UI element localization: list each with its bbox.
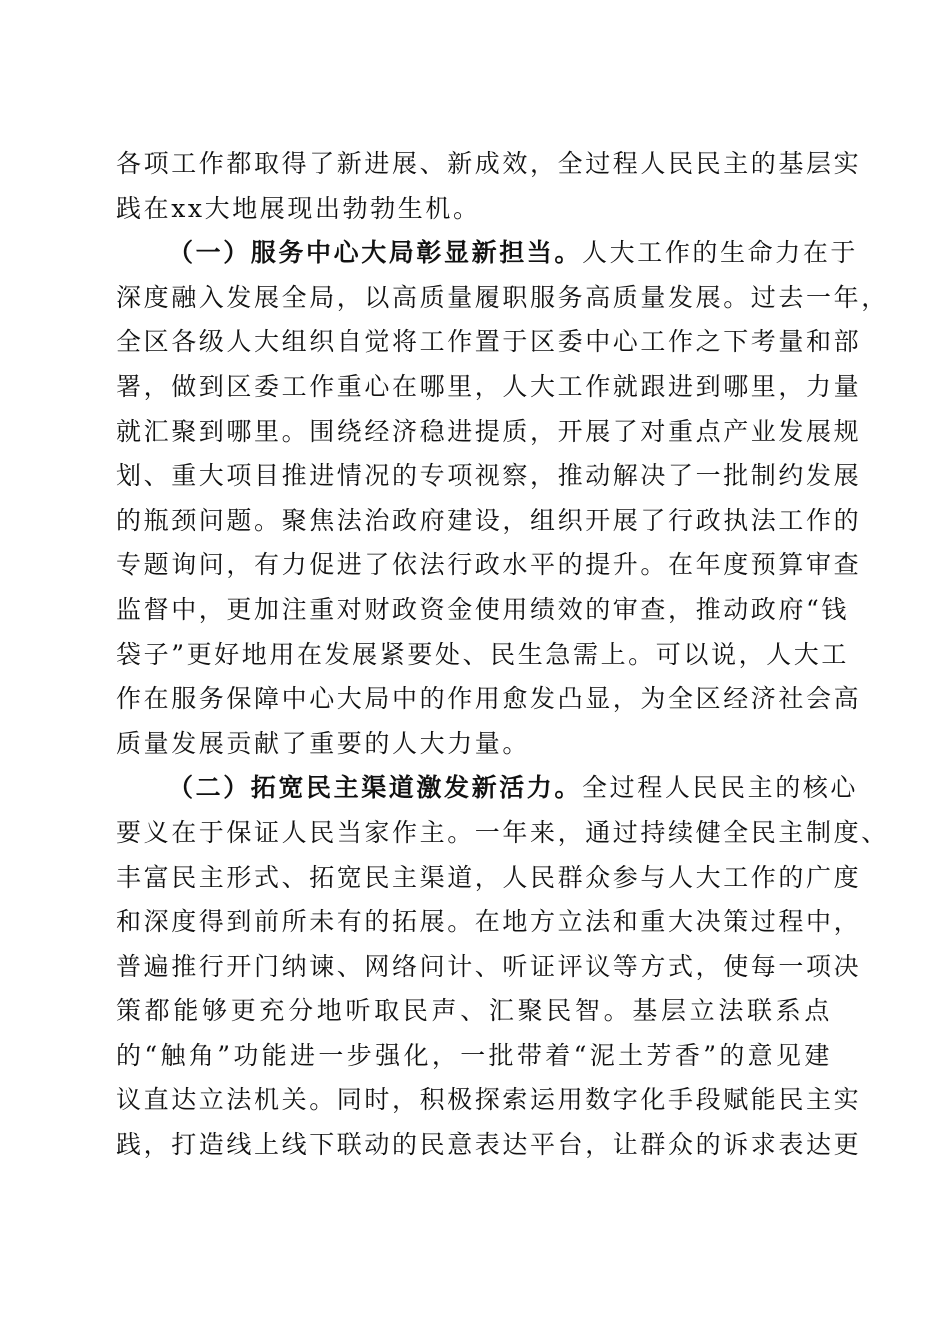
- text-line: [116, 1078, 862, 1123]
- section-1-heading: （一）服务中心大局彰显新担当。: [168, 238, 583, 268]
- section-2-heading: （二）拓宽民主渠道激发新活力。: [168, 773, 583, 803]
- section-2-first-line-text: 全过程人民民主的核心: [582, 773, 859, 803]
- text-line-content: 署，做到区委工作重心在哪里，人大工作就跟进到哪里，力量: [116, 371, 862, 401]
- text-line-content: 就汇聚到哪里。围绕经济稳进提质，开展了对重点产业发展规: [116, 416, 862, 446]
- text-line-content: 的“触角”功能进一步强化，一批带着“泥土芳香”的意见建: [116, 1040, 832, 1070]
- text-line: [116, 276, 889, 321]
- text-line: [116, 499, 862, 544]
- section-1-first-line: [116, 231, 859, 276]
- text-line-content: 袋子”更好地用在发展紧要处、民生急需上。可以说，人大工: [116, 639, 849, 669]
- text-line: [116, 856, 862, 901]
- text-line: [116, 365, 862, 410]
- text-line-content: 专题询问，有力促进了依法行政水平的提升。在年度预算审查: [116, 550, 862, 580]
- text-line-content: 践，打造线上线下联动的民意表达平台，让群众的诉求表达更: [116, 1130, 862, 1160]
- text-line: [116, 633, 849, 678]
- text-line: [116, 677, 862, 722]
- text-line-content: 丰富民主形式、拓宽民主渠道，人民群众参与人大工作的广度: [116, 862, 862, 892]
- text-line-content: 全区各级人大组织自觉将工作置于区委中心工作之下考量和部: [116, 327, 862, 357]
- text-line: [116, 142, 862, 187]
- text-line-content: 要义在于保证人民当家作主。一年来，通过持续健全民主制度、: [116, 817, 889, 847]
- text-line-content: 作在服务保障中心大局中的作用愈发凸显，为全区经济社会高: [116, 684, 862, 714]
- section-1-first-line-text: 人大工作的生命力在于: [582, 238, 859, 268]
- text-line: [116, 588, 849, 633]
- text-line-content: 深度融入发展全局，以高质量履职服务高质量发展。过去一年，: [116, 282, 889, 312]
- text-line-content: 策都能够更充分地听取民声、汇聚民智。基层立法联系点: [116, 996, 832, 1026]
- text-line-content: 和深度得到前所未有的拓展。在地方立法和重大决策过程中，: [116, 907, 862, 937]
- text-line-content: 监督中，更加注重对财政资金使用绩效的审查，推动政府“钱: [116, 594, 849, 624]
- text-line: [116, 1034, 832, 1079]
- document-body: [116, 142, 889, 1168]
- text-line-content: 质量发展贡献了重要的人大力量。: [116, 728, 531, 758]
- text-line-content: 普遍推行开门纳谏、网络问计、听证评议等方式，使每一项决: [116, 951, 862, 981]
- section-2-first-line: [116, 766, 859, 811]
- text-line: [116, 811, 889, 856]
- text-line: [116, 543, 862, 588]
- text-line: [116, 989, 832, 1034]
- text-line: [116, 722, 832, 767]
- text-line: [116, 1123, 862, 1168]
- text-line: [116, 187, 832, 232]
- text-line-content: 的瓶颈问题。聚焦法治政府建设，组织开展了行政执法工作的: [116, 505, 862, 535]
- text-line-content: 践在xx大地展现出勃勃生机。: [116, 193, 481, 223]
- text-line-content: 各项工作都取得了新进展、新成效，全过程人民民主的基层实: [116, 149, 862, 178]
- text-line: [116, 945, 862, 990]
- text-line: [116, 454, 862, 499]
- text-line: [116, 900, 862, 945]
- text-line-content: 议直达立法机关。同时，积极探索运用数字化手段赋能民主实: [116, 1085, 862, 1115]
- text-line: [116, 320, 862, 365]
- text-line-content: 划、重大项目推进情况的专项视察，推动解决了一批制约发展: [116, 461, 862, 491]
- text-line: [116, 410, 862, 455]
